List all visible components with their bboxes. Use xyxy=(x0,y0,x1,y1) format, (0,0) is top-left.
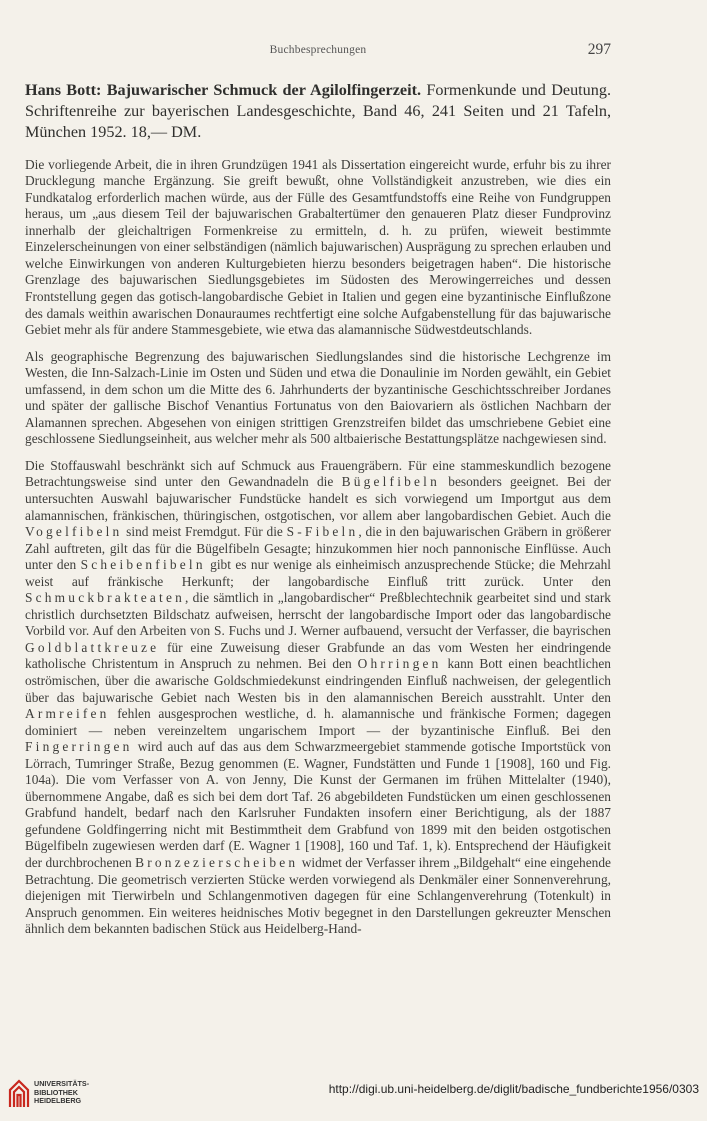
footer-bar xyxy=(0,1066,707,1105)
spaced-term-schmuckbrakteaten: Schmuckbrakteaten xyxy=(25,590,185,606)
paragraph-2: Als geographische Begrenzung des bajuwarischen Siedlungslandes sind die historische Lechgrenze im Westen, die Inn-Salzach-Linie im Osten und Süden und etwa die Donaulinie im Norden gewählt, ein Gebiet umfassend, in dem schon um die Mitte des 6. Jahrhunderts der byzantinische Geschichtsschreiber Jordanes und später der gallische Bischof Venantius Fortunatus von den Baiovariern als östlichen Nachbarn der Alamannen sprechen. Abgesehen von einigen strittigen Grenzstreifen bildet das umschriebene Gebiet eine geschlossene Siedlungseinheit, aus welcher mehr als 500 altbaierische Bestattungsplätze nachgewiesen sind. xyxy=(25,348,611,447)
text-run: , die in den bajuwarischen Gräbern in größerer Zahl auftreten, gilt das für die Bügelfibeln Gesagte; hinzukommen hier noch pannonische Einflüsse. Auch unter den xyxy=(25,524,611,573)
review-heading xyxy=(25,80,611,144)
library-line-1: UNIVERSITÄTS- xyxy=(34,1079,90,1088)
text-run: gibt es nur wenige als einheimisch anzusprechende Stücke; die Mehrzahl weist auf fränkische Herkunft; der langobardische Einfluß tritt zurück. Unter den xyxy=(25,557,611,589)
spaced-term-goldblattkreuze: Goldblattkreuze xyxy=(25,639,160,655)
page-number: 297 xyxy=(587,41,611,58)
text-run: wird auch auf das aus dem Schwarzmeergebiet stammende gotische Importstück von Lörrach, Tumringer Straße, Bezug genommen (E. Wagner, Fundstätten und Funde 1 [1908], 160 und Fig. 104a). Die vom Verfasser von A. von Jenny, Die Kunst der Germanen im frühen Mittelalter (1940), übernommene Angabe, daß es sich bei dem dort Taf. 26 abgebildeten Fundstücken um einen geschlossenen Grabfund handelt, bedarf nach den Karlsruher Fundakten insofern einer Berichtigung, als der 1887 gefundene Goldfingerring nicht mit Bestimmtheit dem Grabfund von 1899 mit den beiden ostgotischen Bügelfibeln zugewiesen werden darf (E. Wagner 1 [1908], 160 und Taf. 1, k). Entsprechend der Häufigkeit der durchbrochenen xyxy=(25,739,611,871)
library-logo-icon xyxy=(8,1078,30,1108)
text-run: widmet der Verfasser ihrem „Bildgehalt“ eine eingehende Betrachtung. Die geometrisch verzierten Stücke werden vorwiegend als Denkmäler einer Sonnenverehrung, diejenigen mit Tierwirbeln und Schlangenmotiven dagegen für eine Schlangenverehrung (Totenkult) in Anspruch genommen. Ein weiteres heidnisches Motiv begegnet in den Darstellungen gekreuzter Menschen ähnlich dem bekannten badischen Stück aus Heidelberg-Hand- xyxy=(25,855,611,937)
spaced-term-bronzezierscheiben: Bronzezierscheiben xyxy=(135,855,299,871)
text-run: sind meist Fremdgut. Für die xyxy=(122,524,287,540)
text-run: fehlen ausgesprochen westliche, d. h. alamannische und fränkische Formen; dagegen dominiert — neben vereinzeltem ungarischem Import — der byzantinische Einfluß. Bei den xyxy=(25,706,611,738)
spaced-term-ohrringen: Ohrringen xyxy=(357,656,442,672)
text-run: , die sämtlich in „langobardischer“ Preßblechtechnik gearbeitet sind und stark christlich durchsetzten Bildschatz aufweisen, herrscht der langobardische Import oder das langobardische Vorbild vor. Auf den Arbeiten von S. Fuchs und J. Werner aufbauend, versucht der Verfasser, die bayrischen xyxy=(25,590,611,639)
text-run: Die Stoffauswahl beschränkt sich auf Schmuck aus Frauengräbern. Für eine stammeskundlich bezogene Betrachtungsweise sind unter den Gewandnadeln die xyxy=(25,457,611,490)
source-url[interactable]: http://digi.ub.uni-heidelberg.de/diglit/badische_fundberichte1956/0303 xyxy=(328,1082,699,1096)
text-run: kann Bott einen beachtlichen oströmischen, über die awarische Goldschmiedekunst eindringenden Einfluß nachweisen, der gelegentlich über das bajuwarische Gebiet nach Westen bis in den alamannischen Bereich ausstrahlt. Unter den xyxy=(25,656,611,705)
text-run: besonders geeignet. Bei der untersuchten Auswahl bajuwarischer Fundstücke handelt es sich vorwiegend um Importgut aus dem alamannischen, fränkischen, thüringischen, ostgotischen, vor allem aber langobardischen Gebiet. Auch die xyxy=(25,474,611,523)
book-title: Bajuwarischer Schmuck der Agilolfingerzeit. xyxy=(106,81,422,99)
review-content xyxy=(25,80,611,948)
spaced-term-armreifen: Armreifen xyxy=(25,706,110,722)
spaced-term-sfibeln: S-Fibeln xyxy=(286,524,359,540)
review-author: Hans Bott: xyxy=(25,81,102,99)
spaced-term-scheibenfibeln: Scheibenfibeln xyxy=(80,557,206,573)
paragraph-1: Die vorliegende Arbeit, die in ihren Grundzügen 1941 als Dissertation eingereicht wurde, erfuhr bis zu ihrer Drucklegung manche Ergänzung. Sie greift bewußt, ohne Vollständigkeit anzustreben, wie dies ein Fundkatalog erforderlich machen würde, aus der Fülle des Gesamtfundstoffs eine Reihe von Fundgruppen heraus, um „aus diesem Teil der bajuwarischen Grabaltertümer den genaueren Platz dieser Fundprovinz innerhalb der gleichaltrigen Formenkreise zu ermitteln, d. h. zu prüfen, wieweit bestimmte Einzelerscheinungen von einer selbständigen (nämlich bajuwarischen) Ausprägung zu sprechen erlauben und welche Einwirkungen von anderen Kulturgebieten hierzu besonders beigetragen haben“. Die historische Grenzlage des bajuwarischen Siedlungsgebietes im Südosten des Merowingerreiches und dessen Frontstellung gegen das gotisch-langobardische Gebiet in Italien und gegen eine byzantinische Einflußzone des damals weithin awarischen Donauraumes rechtfertigt eine solche Aufgabenstellung für das bajuwarische Gebiet mehr als für andere Stammesgebiete, wie etwa das alamannische Südwestdeutschlands. xyxy=(25,156,611,338)
library-name xyxy=(34,1080,89,1106)
running-head xyxy=(25,38,611,64)
spaced-term-vogelfibeln: Vogelfibeln xyxy=(25,524,123,540)
text-run: für eine Zuweisung dieser Grabfunde an das vom Westen her eindringende katholische Christentum in Anspruch zu nehmen. Bei den xyxy=(25,639,611,672)
spaced-term-buegelfibeln: Bügelfibeln xyxy=(341,474,440,490)
library-line-3: HEIDELBERG xyxy=(34,1096,82,1105)
book-details: Formenkunde und Deutung. Schriftenreihe zur bayerischen Landesgeschichte, Band 46, 241 Seiten und 21 Tafeln, München 1952. 18,— DM. xyxy=(25,81,611,142)
spaced-term-fingerringen: Fingerringen xyxy=(25,739,133,755)
running-title: Buchbesprechungen xyxy=(269,44,367,56)
paragraph-3 xyxy=(25,458,611,938)
library-line-2: BIBLIOTHEK xyxy=(34,1087,78,1097)
